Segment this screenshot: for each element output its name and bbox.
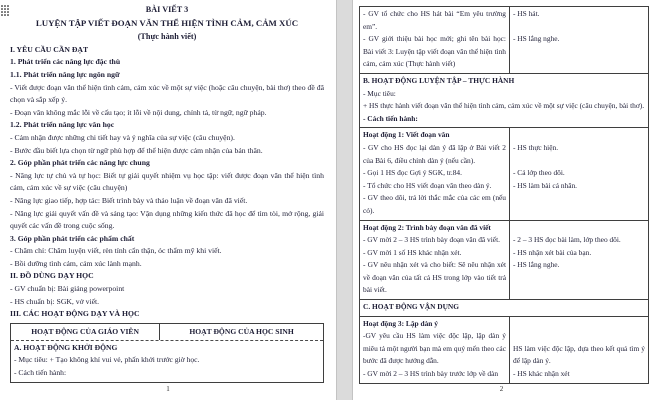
text-line: - HS chuẩn bị: SGK, vở viết. (10, 296, 100, 306)
drag-handle-dot (1, 11, 3, 13)
text-line: 1. Phát triển các năng lực đặc thù (10, 57, 121, 67)
teacher-activity-cell (360, 317, 510, 383)
drag-handle-dot (1, 14, 3, 16)
table-row (360, 316, 648, 383)
drag-handle-dot (7, 8, 9, 10)
table-row (360, 7, 648, 73)
text-line: - Năng lực giải quyết vấn đề và sáng tạo: Vận dụng những kiến thức đã học để tìm tòi, mở rộng, giải quyết các vấn đề trong cuộc sống. (10, 208, 324, 231)
text-line: 3. Góp phần phát triển các phẩm chất (10, 233, 135, 243)
text-line: 2. Góp phần phát triển các năng lực chung (10, 158, 150, 168)
text-line: B. HOẠT ĐỘNG LUYỆN TẬP – THỰC HÀNH (363, 75, 515, 85)
table-row (360, 127, 648, 219)
text-line: - GV mời 2 – 3 HS trình bày đoạn văn đã viết. (363, 235, 500, 245)
student-activity-cell (510, 128, 648, 219)
text-line: II. ĐỒ DÙNG DẠY HỌC (10, 271, 94, 281)
student-activity-cell (510, 317, 648, 383)
text-line: - GV theo dõi, trả lời thắc mắc của các em (nếu có). (363, 193, 506, 215)
text-line: - GV mời 1 số HS khác nhận xét. (363, 247, 462, 257)
text-line: - Mục tiêu: + Tạo không khí vui vẻ, phấn khởi trước giờ học. (14, 355, 200, 365)
table-row (11, 341, 323, 382)
table-row (360, 299, 648, 316)
text-line: - Đoạn văn không mắc lỗi về cấu tạo; ít lỗi về nội dung, chính tả, từ ngữ, ngữ pháp. (10, 107, 267, 117)
text-line: - Cảm nhận được những chi tiết hay và ý nghĩa của sự việc (câu chuyện). (10, 132, 235, 142)
text-line: - HS khác nhận xét (513, 369, 570, 379)
text-line: 1.1. Phát triển năng lực ngôn ngữ (10, 69, 120, 79)
drag-handle-dot (7, 14, 9, 16)
activities-table-body (11, 341, 323, 382)
page-number-2: 2 (499, 385, 504, 393)
text-line: Hoạt động 1: Viết đoạn văn (363, 130, 450, 140)
text-line: 1.2. Phát triển năng lực văn học (10, 120, 115, 130)
text-line: - HS hát. (513, 9, 540, 18)
text-line: - Gọi 1 HS đọc Gợi ý SGK, tr.84. (363, 168, 462, 178)
text-line: -GV yêu cầu HS làm việc độc lập, lập dàn ý miêu tả một người bạn mà em quý mến theo các bước đã được hướng dẫn. (363, 331, 506, 366)
drag-handle-dot (1, 5, 3, 7)
text-line: - GV tổ chức cho HS hát bài “Em yêu trường em”. (363, 9, 506, 31)
text-line: - Cách tiến hành: (363, 113, 418, 123)
text-line: - Năng lực giao tiếp, hợp tác: Biết trình bày và thảo luận về đoạn văn đã viết. (10, 195, 248, 205)
teacher-activity-cell (360, 128, 510, 219)
text-line: - Năng lực tự chủ và tự học: Biết tự giải quyết nhiệm vụ học tập: viết được đoạn văn thể hiện tình cảm, cảm xúc về sự việc (câu chuyện) (10, 170, 324, 193)
student-activity-cell (510, 221, 648, 300)
drag-handle-dot (7, 5, 9, 7)
drag-handle-dot (1, 8, 3, 10)
text-line: HS làm việc độc lập, dựa theo kết quả tìm ý để lập dàn ý. (513, 343, 645, 366)
table-drag-handle-icon[interactable] (1, 5, 9, 17)
table-cell-fullwidth (360, 300, 648, 316)
doc-title-line-1: BÀI VIẾT 3 (145, 5, 189, 14)
page-1-body-text (10, 44, 324, 321)
drag-handle-dot (4, 5, 6, 7)
text-line: Hoạt động 2: Trình bày đoạn văn đã viết (363, 222, 491, 232)
text-line: - Bồi dưỡng tình cảm, cảm xúc lành mạnh. (10, 258, 142, 268)
page-number-1: 1 (166, 385, 170, 393)
text-line: - Tổ chức cho HS viết đoạn văn theo dàn ý. (363, 180, 492, 190)
student-activity-cell (510, 7, 648, 73)
text-line: - Bước đầu biết lựa chọn từ ngữ phù hợp để thể hiện được cảm nhận của bản thân. (10, 145, 263, 155)
text-line: - HS lắng nghe. (513, 260, 560, 270)
text-line: - Cách tiến hành: (14, 368, 67, 378)
text-line: - HS làm bài cá nhân. (513, 180, 578, 190)
teacher-activity-cell (360, 7, 510, 73)
text-line: + HS thực hành viết đoạn văn thể hiện tình cảm, cảm xúc về một sự việc (câu chuyện, bài thơ). (363, 101, 645, 111)
doc-title-line-2: LUYỆN TẬP VIẾT ĐOẠN VĂN THỂ HIỆN TÌNH CẢM, CẢM XÚC (35, 17, 299, 28)
text-line: - Mục tiêu: (363, 88, 396, 98)
drag-handle-dot (4, 11, 6, 13)
page-1-content (10, 3, 324, 383)
text-line: C. HOẠT ĐỘNG VẬN DỤNG (363, 302, 460, 312)
activities-table-continued (359, 6, 649, 384)
text-line: - GV mời 2 – 3 HS trình bày trước lớp về dàn (363, 369, 499, 379)
text-line: - Cả lớp theo dõi. (513, 168, 565, 178)
table-row (360, 73, 648, 127)
activities-table-header-row (11, 324, 323, 341)
doc-title-line-3: (Thực hành viết) (137, 32, 197, 42)
text-line: Hoạt động 3: Lập dàn ý (363, 318, 438, 328)
document-page-2 (352, 0, 650, 400)
activities-table (10, 323, 324, 383)
teacher-activity-cell (360, 221, 510, 300)
text-line: - GV nêu nhận xét và cho biết: Sẽ nêu nhận xét về đoạn văn của tất cả HS trong lớp vào tiết trả bài viết. (363, 260, 506, 295)
text-line: III. CÁC HOẠT ĐỘNG DẠY VÀ HỌC (10, 309, 140, 319)
drag-handle-dot (4, 8, 6, 10)
drag-handle-dot (7, 11, 9, 13)
teacher-activities-column-header: HOẠT ĐỘNG CỦA GIÁO VIÊN (31, 326, 139, 336)
drag-handle-dot (4, 14, 6, 16)
text-line: A. HOẠT ĐỘNG KHỞI ĐỘNG (14, 342, 118, 352)
text-line: - Chăm chỉ: Chăm luyện viết, rèn tính cẩn thận, óc thẩm mỹ khi viết. (10, 246, 222, 256)
table-cell-fullwidth (360, 74, 648, 127)
text-line: - GV giới thiệu bài học mới; ghi tên bài học: Bài viết 3: Luyện tập viết đoạn văn thể hiện tình cảm, cảm xúc (Thực hành viết) (363, 34, 506, 69)
table-row (360, 220, 648, 300)
text-line: - Viết được đoạn văn thể hiện tình cảm, cảm xúc về một sự việc (hoặc câu chuyện, bài thơ) theo đề đã chọn và sắp xếp ý. (10, 82, 324, 105)
text-line: I. YÊU CẦU CẦN ĐẠT (10, 44, 89, 54)
text-line: - HS nhận xét bài của bạn. (513, 247, 592, 257)
text-line: - 2 – 3 HS đọc bài làm, lớp theo dõi. (513, 235, 621, 245)
text-line: - HS lắng nghe. (513, 34, 560, 44)
text-line: - HS thực hiện. (513, 142, 559, 152)
student-activities-column-header: HOẠT ĐỘNG CỦA HỌC SINH (159, 324, 323, 340)
text-line: - GV cho HS đọc lại dàn ý đã lập ở Bài viết 2 của Bài 6, điều chỉnh dàn ý (nếu cần). (363, 142, 506, 165)
text-line: - GV chuẩn bị: Bài giảng powerpoint (10, 284, 125, 294)
